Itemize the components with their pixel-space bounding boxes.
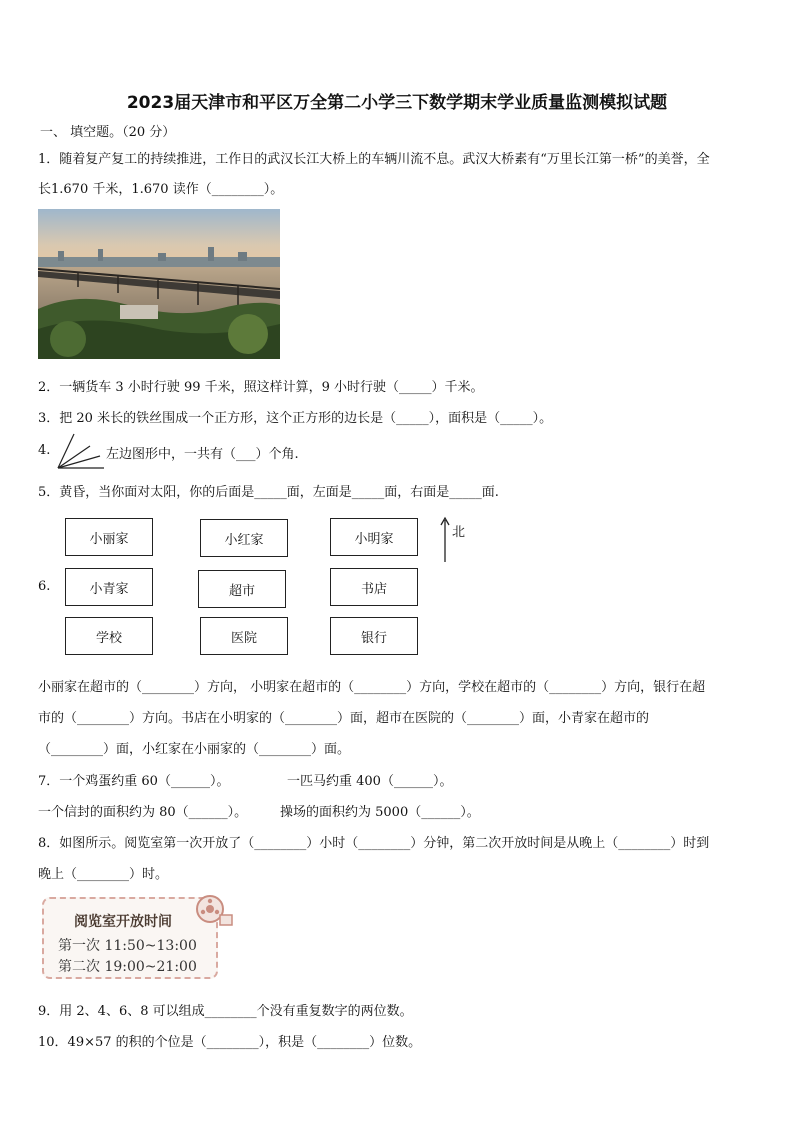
question-7-a: 7．一个鸡蛋约重 60（______）。 bbox=[38, 774, 230, 789]
film-reel-icon bbox=[192, 893, 234, 933]
notice-title: 阅览室开放时间 bbox=[74, 914, 172, 930]
question-7-b: 一匹马约重 400（______）。 bbox=[287, 774, 453, 789]
question-1-line-1: 1．随着复产复工的持续推进，工作日的武汉长江大桥上的车辆川流不息。武汉大桥素有“万里长江第一桥”的美誉，全 bbox=[38, 152, 710, 167]
question-4-number: 4. bbox=[38, 443, 51, 458]
question-10: 10．49×57 的积的个位是（________），积是（________）位数。 bbox=[38, 1035, 422, 1050]
map-box-bookstore: 书店 bbox=[330, 568, 418, 606]
question-9: 9．用 2、4、6、8 可以组成________个没有重复数字的两位数。 bbox=[38, 1004, 413, 1019]
question-7-d: 操场的面积约为 5000（______）。 bbox=[280, 805, 480, 820]
notice-row-second: 第二次 19:00~21:00 bbox=[58, 959, 197, 975]
question-5: 5．黄昏，当你面对太阳，你的后面是_____面，左面是_____面，右面是_____面. bbox=[38, 485, 499, 500]
question-6-line-3: （________）面，小红家在小丽家的（________）面。 bbox=[38, 742, 351, 757]
map-box-xiaoli-home: 小丽家 bbox=[65, 518, 153, 556]
north-arrow-icon bbox=[440, 516, 450, 566]
section-heading: 一、 填空题。（20 分） bbox=[40, 125, 176, 140]
map-box-xiaoqing-home: 小青家 bbox=[65, 568, 153, 606]
page-title: 2023届天津市和平区万全第二小学三下数学期末学业质量监测模拟试题 bbox=[126, 93, 668, 113]
question-1-line-2: 长1.670 千米，1.670 读作（________）。 bbox=[38, 182, 284, 197]
map-box-supermarket: 超市 bbox=[198, 570, 286, 608]
notice-row-first: 第一次 11:50~13:00 bbox=[58, 938, 197, 954]
question-6-line-1: 小丽家在超市的（________）方向， 小明家在超市的（________）方向，学校在超市的（________）方向，银行在超 bbox=[38, 680, 706, 695]
question-2: 2．一辆货车 3 小时行驶 99 千米，照这样计算，9 小时行驶（_____）千米。 bbox=[38, 380, 484, 395]
question-6-line-2: 市的（________）方向。书店在小明家的（________）面，超市在医院的（________）面，小青家在超市的 bbox=[38, 711, 650, 726]
question-8-line-2: 晚上（________）时。 bbox=[38, 867, 169, 882]
wuhan-bridge-photo bbox=[38, 209, 280, 359]
question-6-number: 6. bbox=[38, 579, 51, 594]
north-label: 北 bbox=[452, 525, 466, 540]
question-4-text: 左边图形中，一共有（___）个角. bbox=[106, 447, 299, 462]
map-box-school: 学校 bbox=[65, 617, 153, 655]
map-box-bank: 银行 bbox=[330, 617, 418, 655]
angle-figure bbox=[56, 432, 106, 474]
map-box-xiaohong-home: 小红家 bbox=[200, 519, 288, 557]
question-3: 3．把 20 米长的铁丝围成一个正方形，这个正方形的边长是（_____），面积是（_____）。 bbox=[38, 411, 553, 426]
question-7-c: 一个信封的面积约为 80（______）。 bbox=[38, 805, 248, 820]
map-box-hospital: 医院 bbox=[200, 617, 288, 655]
question-8-line-1: 8．如图所示。阅览室第一次开放了（________）小时（________）分钟，第二次开放时间是从晚上（________）时到 bbox=[38, 836, 710, 851]
map-box-xiaoming-home: 小明家 bbox=[330, 518, 418, 556]
